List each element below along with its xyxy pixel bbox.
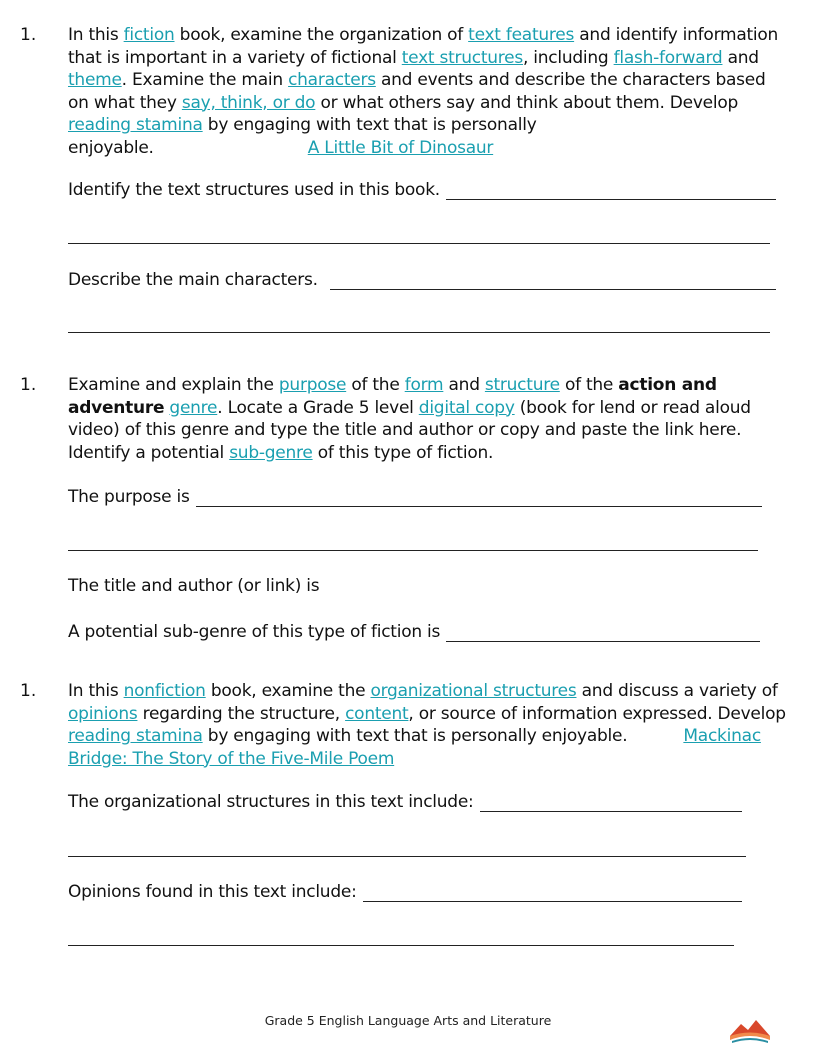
page-footer: Grade 5 English Language Arts and Literature	[264, 1013, 552, 1028]
paragraph-text: (book for lend or read aloud video) of this genre and type the title and author or copy and paste the link here. Identify a potential	[68, 397, 751, 463]
paragraph-text: . Examine the main	[121, 70, 289, 90]
prompt-title-author	[68, 576, 468, 596]
prompt-text-structures	[68, 180, 776, 200]
section-paragraph	[68, 374, 788, 464]
link-reading-stamina[interactable]: reading stamina	[68, 726, 203, 746]
paragraph-text: , including	[522, 47, 614, 68]
answer-line[interactable]	[68, 945, 734, 946]
paragraph-text: by engaging with text that is personally enjoyable.	[202, 726, 628, 746]
answer-line[interactable]	[68, 550, 758, 551]
answer-blank[interactable]	[446, 625, 760, 642]
section-number: 1.	[20, 375, 37, 395]
link-a-little-bit-of-dinosaur[interactable]: A Little Bit of Dinosaur	[307, 137, 494, 158]
prompt-main-characters	[68, 270, 776, 290]
paragraph-text: of the	[346, 375, 405, 395]
prompt-label: The purpose is	[68, 487, 190, 507]
link-mackinac-bridge-the-story-of-the-five-mile-poem[interactable]: Mackinac Bridge: The Story of the Five-Mile Poem	[68, 726, 761, 769]
section-paragraph	[68, 24, 788, 159]
answer-blank[interactable]	[446, 183, 776, 200]
paragraph-text: book, examine the	[205, 681, 371, 701]
link-text-features[interactable]: text features	[468, 25, 575, 45]
paragraph-text: Examine and explain the	[68, 375, 279, 395]
paragraph-text: and identify information that is important in a variety of fictional	[68, 25, 779, 68]
prompt-label: The title and author (or link) is	[68, 576, 320, 596]
prompt-purpose	[68, 487, 762, 507]
link-theme[interactable]: theme	[68, 70, 122, 90]
link-opinions[interactable]: opinions	[68, 703, 138, 724]
link-flash-forward[interactable]: flash-forward	[613, 47, 723, 68]
prompt-organizational-structures	[68, 792, 742, 812]
section-number: 1.	[20, 681, 37, 701]
link-organizational-structures[interactable]: organizational structures	[370, 681, 577, 701]
link-structure[interactable]: structure	[484, 375, 560, 395]
link-text-structures[interactable]: text structures	[401, 47, 523, 68]
link-purpose[interactable]: purpose	[278, 375, 347, 395]
prompt-label: Describe the main characters.	[68, 270, 318, 290]
paragraph-text: In this	[68, 681, 124, 701]
prompt-label: Identify the text structures used in this book.	[68, 180, 440, 200]
paragraph-text: and discuss a variety of	[576, 681, 778, 701]
paragraph-text: , or source of information expressed. Develop	[408, 703, 786, 724]
section-number: 1.	[20, 25, 37, 45]
link-characters[interactable]: characters	[288, 70, 376, 90]
link-nonfiction[interactable]: nonfiction	[123, 681, 206, 701]
link-genre[interactable]: genre	[169, 397, 218, 418]
paragraph-text: In this	[68, 25, 124, 45]
link-digital-copy[interactable]: digital copy	[418, 397, 515, 418]
link-say-think-or-do[interactable]: say, think, or do	[181, 92, 316, 113]
prompt-label: Opinions found in this text include:	[68, 882, 357, 902]
answer-blank[interactable]	[196, 490, 762, 507]
prompt-label: A potential sub-genre of this type of fiction is	[68, 622, 441, 642]
link-reading-stamina[interactable]: reading stamina	[68, 115, 203, 135]
answer-line[interactable]	[68, 856, 746, 857]
answer-line[interactable]	[68, 243, 770, 244]
paragraph-text: of this type of fiction.	[312, 442, 494, 463]
answer-blank[interactable]	[330, 273, 776, 290]
link-fiction[interactable]: fiction	[123, 25, 175, 45]
prompt-opinions	[68, 882, 742, 902]
link-content[interactable]: content	[345, 703, 409, 724]
answer-blank[interactable]	[363, 885, 742, 902]
paragraph-text: and events and describe the characters based on what they	[68, 70, 766, 113]
bold-text: action and adventure	[68, 375, 717, 418]
paragraph-text: and	[443, 375, 485, 395]
paragraph-text: book, examine the organization of	[174, 25, 469, 45]
link-sub-genre[interactable]: sub-genre	[229, 442, 313, 463]
prompt-label: The organizational structures in this text include:	[68, 792, 474, 812]
paragraph-text: . Locate a Grade 5 level	[217, 397, 419, 418]
paragraph-text: of the	[559, 375, 619, 395]
answer-blank[interactable]	[480, 795, 742, 812]
section-paragraph	[68, 680, 788, 770]
mountain-logo-icon	[728, 1016, 772, 1044]
paragraph-text: regarding the structure,	[137, 703, 346, 724]
paragraph-text: or what others say and think about them. Develop	[315, 92, 739, 113]
prompt-sub-genre	[68, 622, 760, 642]
paragraph-text: by engaging with text that is personally enjoyable.	[68, 115, 537, 158]
link-form[interactable]: form	[404, 375, 444, 395]
paragraph-text: and	[722, 47, 759, 68]
answer-line[interactable]	[68, 332, 770, 333]
